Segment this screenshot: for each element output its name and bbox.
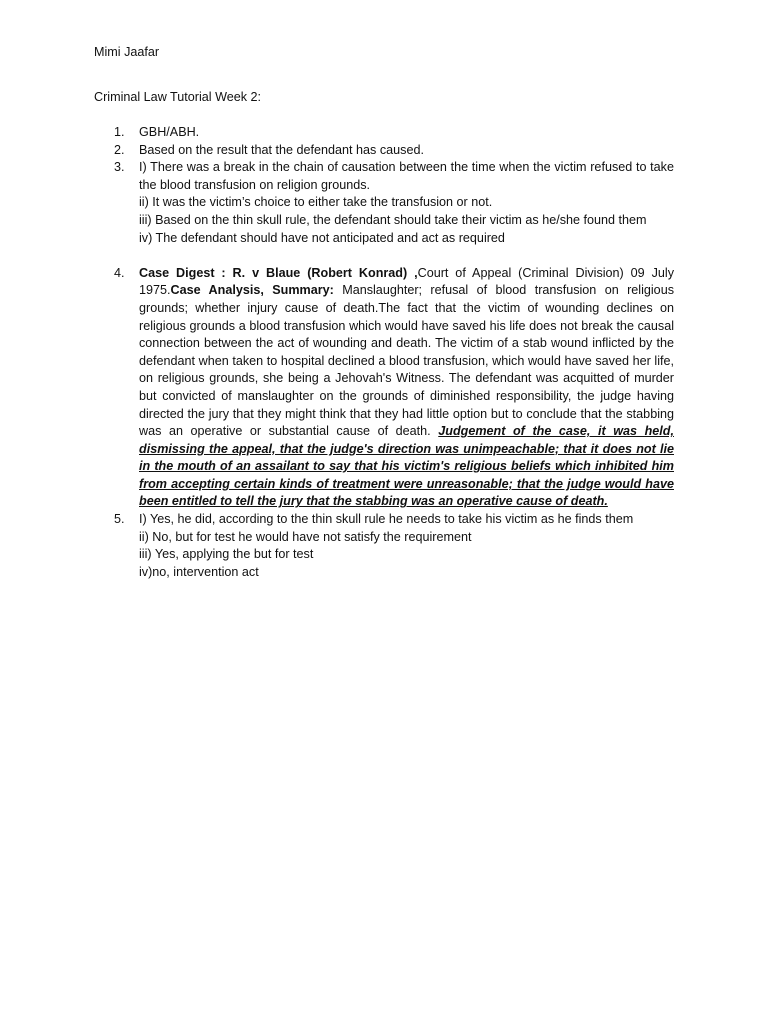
list-item-5 — [114, 511, 674, 581]
case-digest-paragraph — [139, 265, 674, 511]
item-text: Based on the result that the defendant has caused. — [139, 142, 424, 157]
list-item-4 — [114, 265, 674, 511]
list-item-2 — [114, 142, 674, 160]
item-number: 4. — [114, 265, 125, 280]
item-number: 3. — [114, 160, 125, 175]
item-number: 2. — [114, 142, 125, 157]
item-line: I) Yes, he did, according to the thin skull rule he needs to take his victim as he finds them — [139, 512, 634, 527]
judgement-text: Judgement of the case, it was held, dismissing the appeal, that the judge's direction was unimpeachable; that it does not lie in the mouth of an assailant to say that his victim's religious beliefs which inhibited him from accepting certain kinds of treatment were unreasonable; that the judge would have been entitled to tell the jury that the stabbing was an operative cause of death. — [139, 424, 674, 509]
answer-list — [114, 124, 674, 581]
item-line: I) There was a break in the chain of causation between the time when the victim refused to take the blood transfusion on religion grounds. — [139, 160, 674, 192]
item-line: iii) Yes, applying the but for test — [139, 547, 314, 562]
item-number: 1. — [114, 125, 125, 139]
case-title: Case Digest : R. v Blaue (Robert Konrad) , — [139, 265, 418, 280]
item-number: 5. — [114, 512, 125, 527]
court-info: Court of Appeal (Criminal Division) 09 July 1975. — [139, 265, 674, 298]
author-name: Mimi Jaafar — [94, 45, 160, 59]
item-line: ii) No, but for test he would have not satisfy the requirement — [139, 529, 472, 544]
item-text: GBH/ABH. — [139, 125, 200, 139]
item-line: iii) Based on the thin skull rule, the defendant should take their victim as he/she found them — [139, 212, 647, 227]
analysis-label: Case Analysis, Summary: — [170, 283, 334, 298]
item-line: iv) The defendant should have not anticipated and act as required — [139, 230, 505, 245]
item-line: iv)no, intervention act — [139, 564, 259, 579]
item-line: ii) It was the victim’s choice to either take the transfusion or not. — [139, 195, 493, 210]
list-item-3 — [114, 159, 674, 247]
document-title: Criminal Law Tutorial Week 2: — [94, 90, 262, 104]
spacer — [139, 247, 674, 265]
list-item-1 — [114, 124, 674, 142]
case-summary: Manslaughter; refusal of blood transfusion on religious grounds; whether injury cause of death.The fact that the victim of wounding declines on religious grounds a blood transfusion which would have saved his life does not break the causal connection between the act of wounding and death. The victim of a stab wound inflicted by the defendant when taken to hospital declined a blood transfusion, which would have saved her life, on religious grounds, she being a Jehovah's Witness. The defendant was acquitted of murder but convicted of manslaughter on the grounds of diminished responsibility, the judge having directed the jury that they might think that they had little option but to conclude that the stabbing was an operative or substantial cause of death. — [139, 283, 674, 439]
